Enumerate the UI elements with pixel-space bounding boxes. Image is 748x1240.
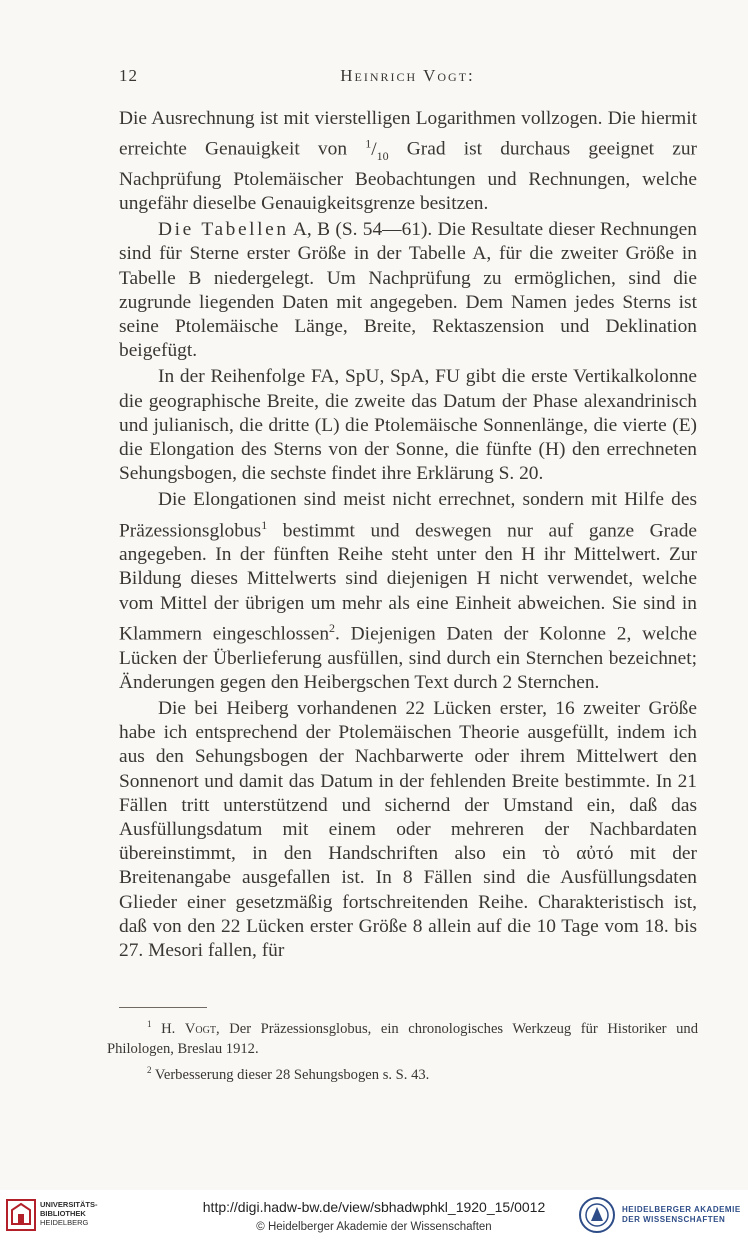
running-header: [119, 66, 696, 86]
paragraph: [119, 697, 697, 963]
text-run: . Diejenigen Daten der Kolonne 2, welche Lücken der Überlieferung ausfüllen, sind durch ein Sternchen bezeichnet; Änderungen gegen den Heibergschen Text durch 2 Sternchen.: [119, 623, 697, 693]
permalink-url[interactable]: http://digi.hadw-bw.de/view/sbhadwphkl_1920_15/0012: [202, 1199, 546, 1215]
footnotes: [107, 1014, 698, 1085]
text-run: A, B (S. 54—61). Die Resultate dieser Rechnungen sind für Sterne erster Größe in der Tabelle A, für die zweiter Größe in Tabelle B niedergelegt. Um Nachprüfung zu ermöglichen, sind die zugrunde liegenden Daten mit angegeben. Dem Namen jedes Sterns ist seine Ptolemäische Länge, Breite, Rektaszension und Deklination beigefügt.: [119, 219, 697, 362]
page-number: 12: [119, 66, 138, 85]
viewer-footer: [0, 1190, 748, 1240]
footnote: [107, 1014, 698, 1060]
text-run: , Der Präzessionsglobus, ein chronologisches Werkzeug für Historiker und Philologen, Breslau 1912.: [107, 1020, 698, 1058]
running-head-author: Heinrich Vogt:: [340, 66, 475, 85]
text-run: bestimmt und deswegen nur auf ganze Grade angegeben. In der fünften Reihe steht unter den H ihr Mittelwert. Zur Bildung dieses Mittelwerts sind diejenigen H nicht verwendet, welche vom Mittel der übrigen um mehr als eine Einheit abweichen. Sie sind in Klammern eingeschlossen: [119, 520, 697, 645]
copyright-notice: © Heidelberger Akademie der Wissenschaften: [256, 1221, 492, 1233]
text-run: In der Reihenfolge FA, SpU, SpA, FU gibt die erste Vertikalkolonne die geographische Breite, die zweite das Datum der Phase alexandrinisch und julianisch, die dritte (L) die Ptolemäische Sonnenlänge, die vierte (E) die Elongation des Sterns von der Sonne, die fünfte (H) den errechneten Sehungsbogen, die sechste findet ihre Erklärung S. 20.: [119, 366, 697, 485]
academy-line-1: HEIDELBERGER AKADEMIE: [622, 1205, 741, 1214]
fraction: $^1/_{10}$: [365, 136, 389, 163]
body-text: [119, 107, 697, 963]
footnote: [107, 1060, 698, 1085]
footnote-marker: 2: [147, 1064, 152, 1075]
text-run: H.: [151, 1020, 185, 1037]
footnote-marker: 1: [261, 517, 268, 532]
text-run: Die Elongationen sind meist nicht errechnet, sondern mit Hilfe des Präzessionsglobus: [119, 489, 697, 542]
academy-name: [622, 1205, 741, 1225]
text-run: Die Ausrechnung ist mit vierstelligen Logarithmen vollzogen. Die hiermit erreichte Genauigkeit von: [119, 108, 697, 160]
text-run: Die bei Heiberg vorhandenen 22 Lücken erster, 16 zweiter Größe habe ich entsprechend der Ptolemäischen Theorie ausgefüllt, indem ich aus den Sehungsbogen der Nachbarwerte oder ihrem Mittelwert den Sonnenort und damit das Datum in der fehlenden Breite bestimmte. In 21 Fällen tritt unterstützend und sichernd der Umstand ein, daß das Ausfüllungsdatum mit einem oder mehreren der Nachbardaten übereinstimmt, in den Handschriften also ein τὸ αὐτό mit der Breitenangabe ausgefallen ist. In 8 Fällen sind die Ausfüllungsdaten Glieder einer gesetzmäßig fortschreitenden Reihe. Charakteristisch ist, daß von den 22 Lücken erster Größe 8 allein auf die 10 Tage vom 18. bis 27. Mesori fallen, für: [119, 697, 697, 961]
spaced-heading-run: Die Tabellen: [158, 219, 289, 241]
footnote-rule: [119, 1007, 207, 1008]
paragraph: [119, 107, 697, 216]
library-line-3: HEIDELBERG: [40, 1218, 89, 1227]
footnote-marker: 1: [147, 1019, 152, 1029]
fraction-denominator: 10: [376, 148, 389, 163]
text-run: Grad ist durchaus geeignet zur Nachprüfung Ptolemäischer Beobachtungen und Rechnungen, welche ungefähr dieselbe Genauigkeitsgrenze besitzen.: [119, 138, 697, 214]
paragraph: [119, 365, 697, 486]
fraction-numerator: 1: [365, 136, 372, 151]
text-run: Verbesserung dieser 28 Sehungsbogen s. S. 43.: [151, 1066, 430, 1083]
academy-seal-icon: [578, 1195, 616, 1235]
paragraph: [119, 488, 697, 695]
library-line-1: UNIVERSITÄTS-: [40, 1200, 98, 1209]
footnote-marker: 2: [329, 620, 336, 635]
paragraph: [119, 218, 697, 363]
small-caps-run: Vogt: [184, 1020, 216, 1037]
library-line-2: BIBLIOTHEK: [40, 1209, 86, 1218]
academy-line-2: DER WISSENSCHAFTEN: [622, 1215, 726, 1224]
